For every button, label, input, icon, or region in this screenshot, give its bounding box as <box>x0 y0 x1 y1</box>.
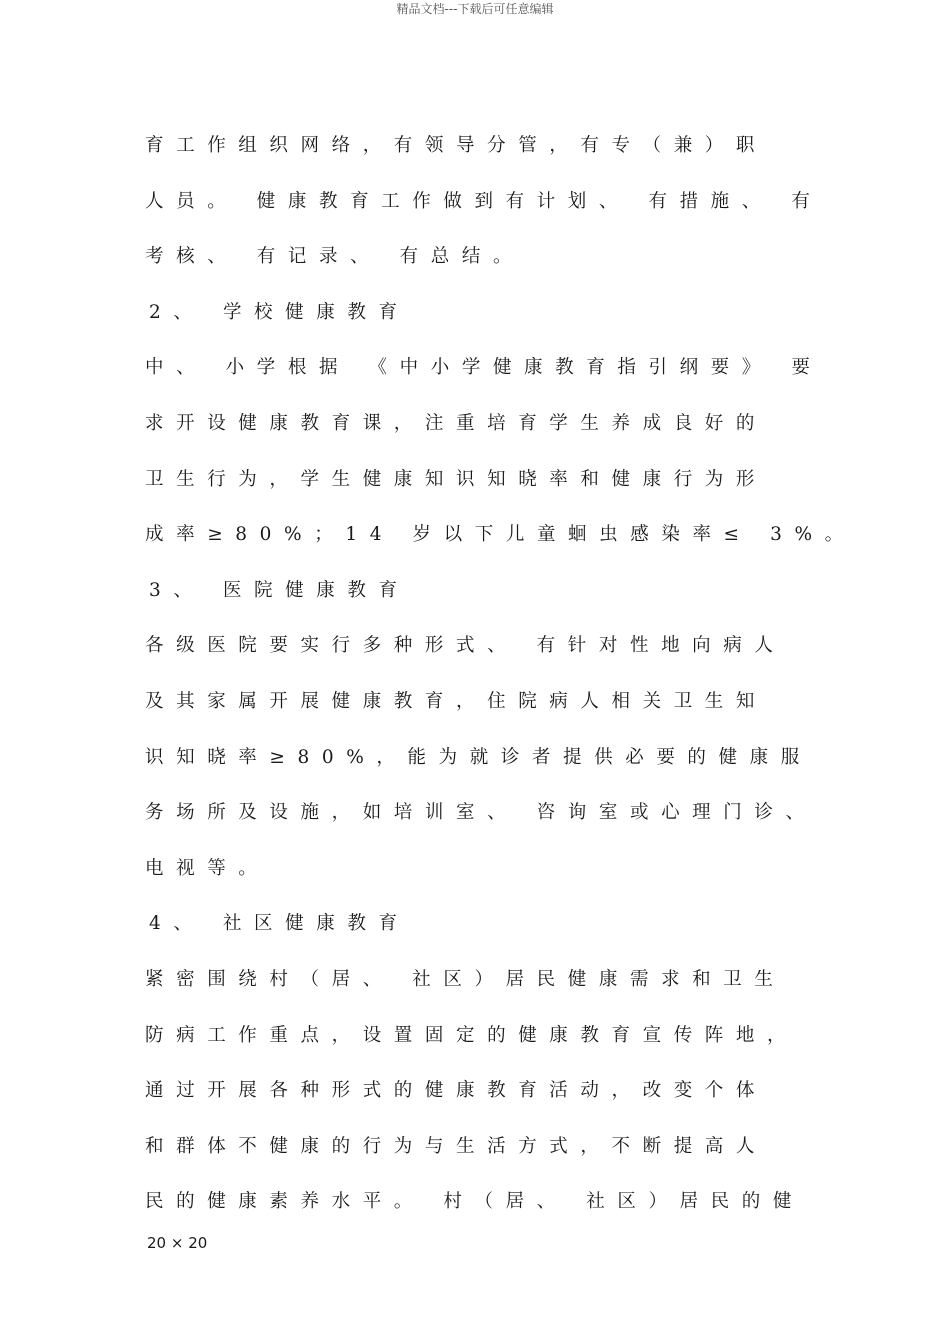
page-footer-grid-size: 20 × 20 <box>147 1234 208 1252</box>
text-line: 成率≥80%；14 岁以下儿童蛔虫感染率≤ 3%。 <box>145 524 856 546</box>
text-line: 民的健康素养水平。 村（居、 社区）居民的健 <box>145 1191 804 1213</box>
text-line: 和群体不健康的行为与生活方式，不断提高人 <box>145 1135 768 1157</box>
text-line: 育工作组织网络，有领导分管，有专（兼）职 <box>145 135 768 156</box>
section-heading-hospital: 3、 医院健康教育 <box>149 579 410 601</box>
text-line: 电视等。 <box>145 857 270 879</box>
page-header: 精品文档---下载后可任意编辑 <box>396 2 554 16</box>
text-line: 求开设健康教育课，注重培育学生养成良好的 <box>145 412 768 434</box>
text-line: 紧密围绕村（居、 社区）居民健康需求和卫生 <box>145 968 786 990</box>
text-line: 卫生行为，学生健康知识知晓率和健康行为形 <box>145 468 768 490</box>
section-heading-school: 2、 学校健康教育 <box>149 301 410 323</box>
text-line: 各级医院要实行多种形式、 有针对性地向病人 <box>145 635 786 657</box>
text-line: 中、 小学根据 《中小学健康教育指引纲要》 要 <box>145 357 823 379</box>
document-body <box>145 133 856 1245</box>
text-line: 务场所及设施，如培训室、 咨询室或心理门诊、 <box>145 802 817 824</box>
section-heading-community: 4、 社区健康教育 <box>149 913 410 935</box>
text-line: 人员。 健康教育工作做到有计划、 有措施、 有 <box>145 190 823 212</box>
text-line: 防病工作重点，设置固定的健康教育宣传阵地， <box>145 1024 799 1046</box>
text-line: 识知晓率≥80%，能为就诊者提供必要的健康服 <box>145 746 812 768</box>
text-line: 及其家属开展健康教育，住院病人相关卫生知 <box>145 690 768 712</box>
text-line: 通过开展各种形式的健康教育活动，改变个体 <box>145 1080 768 1102</box>
text-line: 考核、 有记录、 有总结。 <box>145 246 525 268</box>
